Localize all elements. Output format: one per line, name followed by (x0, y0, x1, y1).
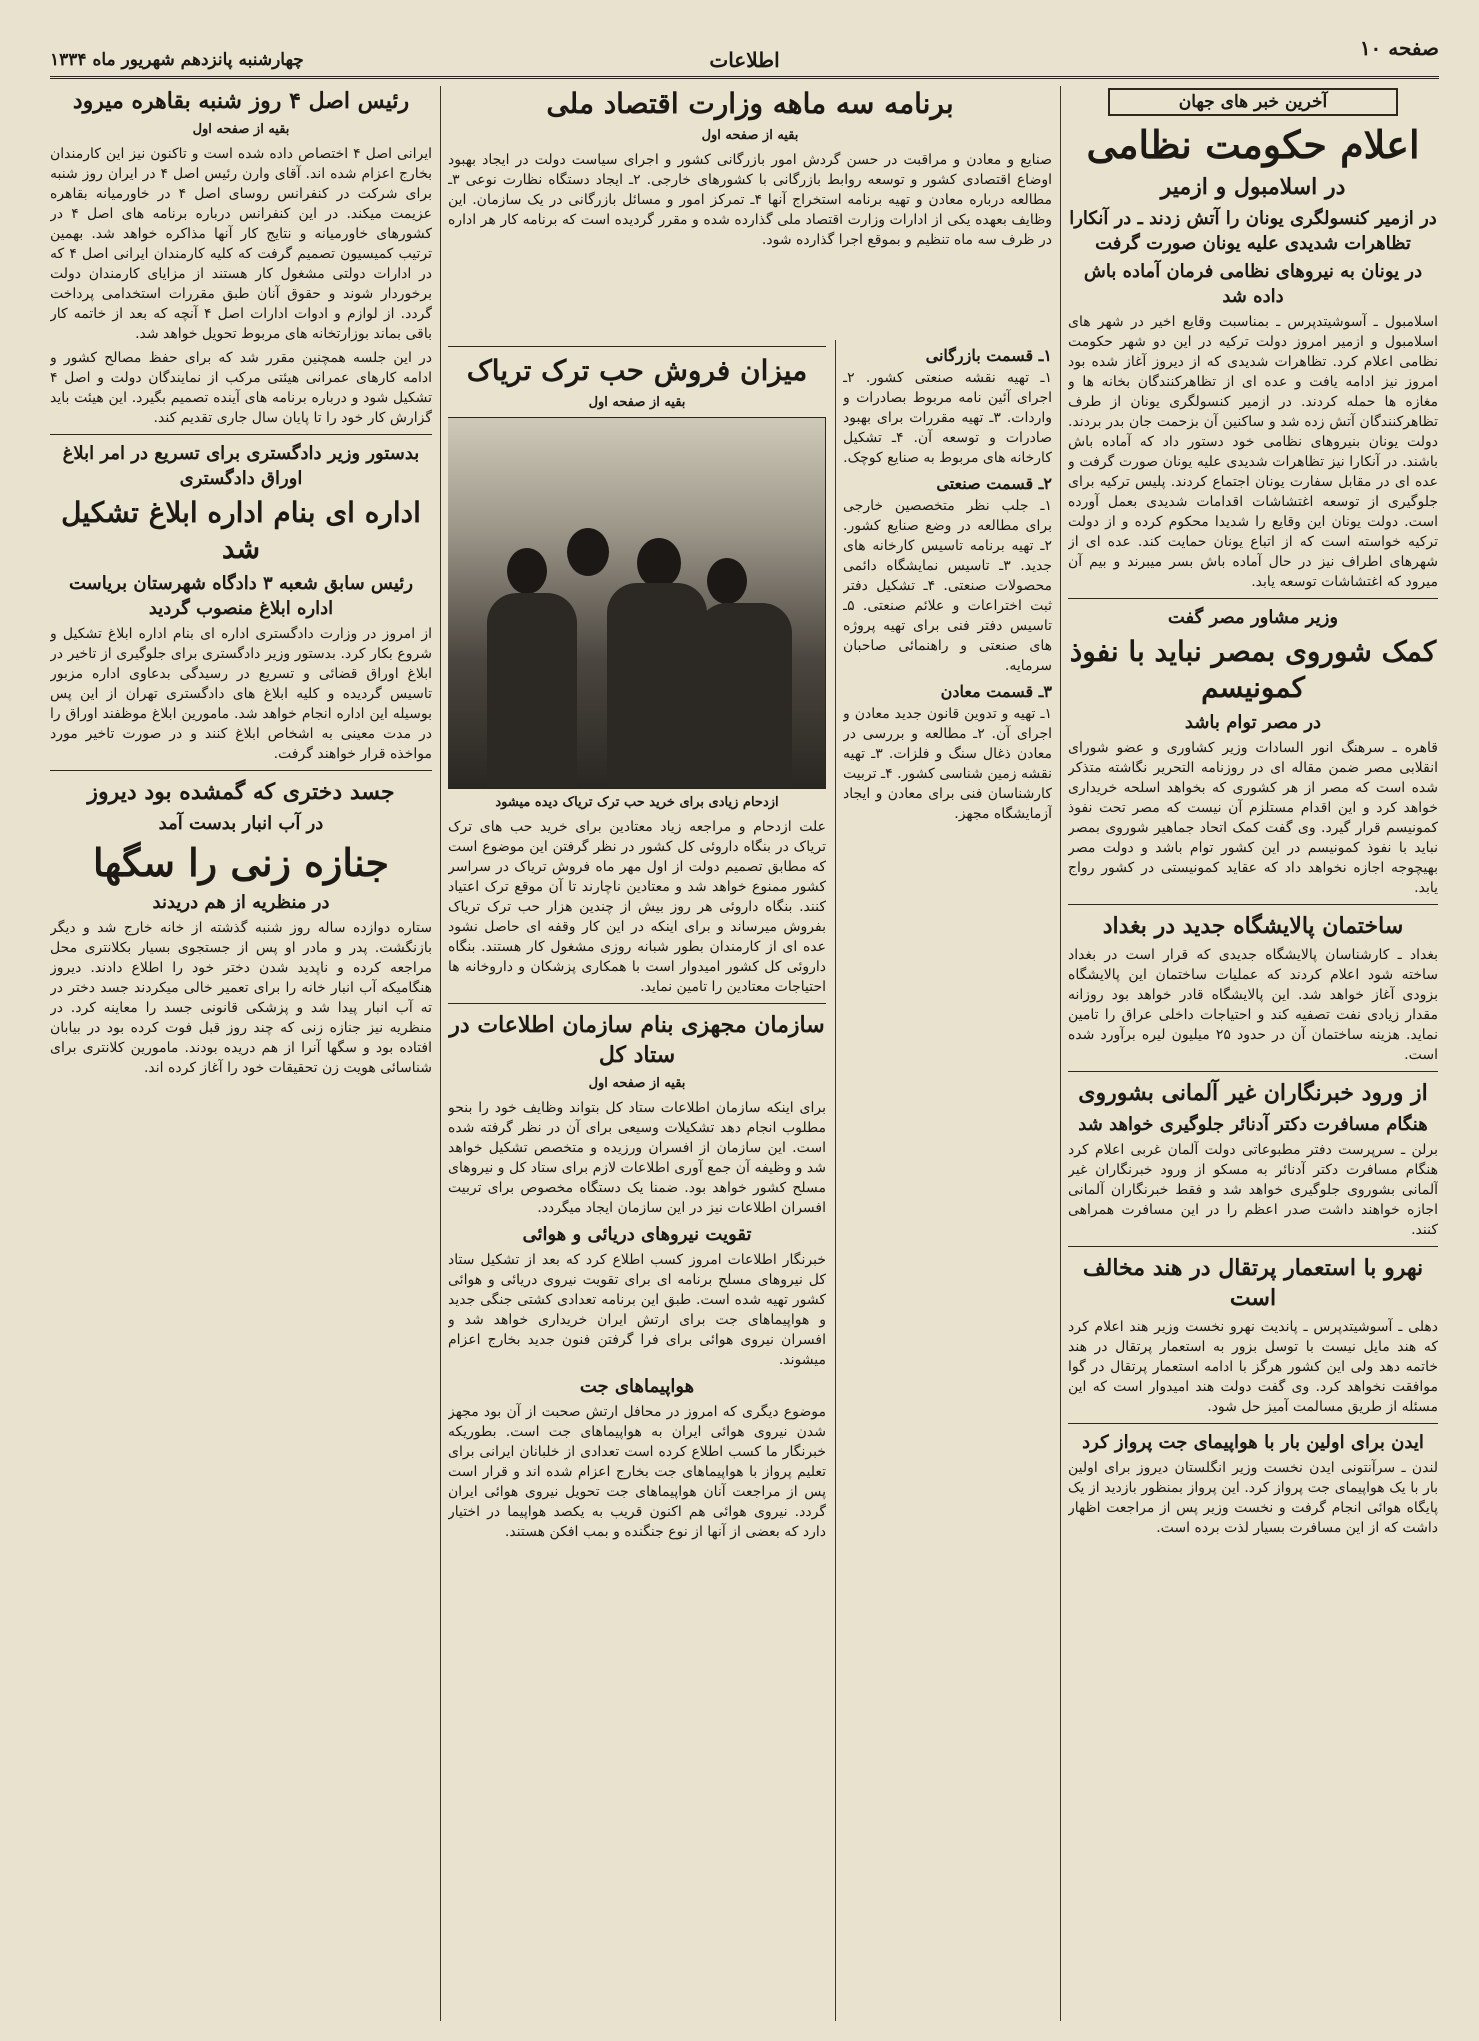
headline-istanbul-izmir: در اسلامبول و ازمیر (1160, 174, 1346, 200)
article-body: برلن ـ سرپرست دفتر مطبوعاتی دولت آلمان غربی اعلام کرد هنگام مسافرت دکتر آدنائر به مسکو از ورود خبرنگاران غیر آلمانی بشوروی جلوگیری خواهد شد و فقط خبرنگاران آلمانی اجازه خواهند داشت صدر اعظم را در این مسافرت همراهی کنند. (1068, 1142, 1438, 1238)
section-heading: ۱ـ قسمت بازرگانی (925, 346, 1052, 365)
headline-manzariyeh: در منظریه از هم دریدند (152, 892, 330, 913)
page-number: صفحه ۱۰ (1359, 36, 1439, 60)
article-body: در این جلسه همچنین مقرر شد که برای حفظ مصالح کشور و ادامه کارهای عمرانی هیئتی مرکب از نمایندگان دولت و اصل ۴ تشکیل شود و درباره برنامه های آینده تصمیم بگیرد. این هیئت باید گزارش کار خود را تا پایان سال جاری تقدیم کند. (50, 350, 432, 426)
headline-justice-minister: بدستور وزیر دادگستری برای تسریع در امر ابلاغ اوراق دادگستری (62, 443, 420, 489)
column-economy-sections (843, 340, 1052, 2025)
divider (1068, 904, 1438, 905)
article-body: دهلی ـ آسوشیتدپرس ـ پاندیت نهرو نخست وزیر هند اعلام کرد که هند مایل نیست با توسل بزور به استعمار پرتقال در هند خاتمه دهد ولی این کشور هرگز با ادامه استعمار پرتقال در گوا موافقت نخواهد کرد. وی گفت دولت هند امیدوار است که این مسئله از طریق مسالمت آمیز حل شود. (1068, 1319, 1438, 1415)
column-rule (835, 340, 836, 2021)
headline-office-head: رئیس سابق شعبه ۳ دادگاه شهرستان بریاست اداره ابلاغ منصوب گردید (68, 573, 414, 619)
headline-dogs: جنازه زنی را سگها (93, 840, 389, 885)
headline-cistern: در آب انبار بدست آمد (158, 813, 324, 834)
headline-martial-law: اعلام حکومت نظامی (1086, 122, 1420, 167)
section-body: ۱ـ تهیه نقشه صنعتی کشور. ۲ـ اجرای آئین نامه مربوط بصادرات و واردات. ۳ـ تهیه مقررات برای بهبود صادرات و توسعه آن. ۴ـ تشکیل کارخانه های مربوط به صنایع کوچک. (843, 370, 1052, 466)
paper-name: اطلاعات (709, 48, 780, 72)
divider (448, 1003, 826, 1004)
divider (1068, 1246, 1438, 1247)
column-rule (1060, 86, 1061, 2021)
headline-soviet-journalists: از ورود خبرنگاران غیر آلمانی بشوروی (1078, 1080, 1428, 1106)
continued-label: بقیه از صفحه اول (588, 1076, 686, 1091)
article-body: ایرانی اصل ۴ اختصاص داده شده است و تاکنون نیز این کارمندان بخارج اعزام شده اند. آقای وارن رئیس اصل ۴ در ایران روز شنبه برای شرکت در کنفرانس روسای اصل ۴ در خاورمیانه بقاهره عزیمت میکند. در این کنفرانس درباره برنامه های اصل ۴ در کشورهای خاورمیانه و نتایج کار آنها مذاکره خواهد شد. بهمین ترتیب کمیسیون تصمیم گرفت که کلیه کارمندان ایرانی اصل ۴ که در ادارات دولتی مشغول کار هستند از مزایای کارمندان دولت برخوردار شوند و حقوق آنان طبق مقررات استخدامی پرداخت گردد. از لوازم و ادوات ادارات اصل ۴ آنچه که بعد از خاتمه کار باقی بماند بوزارتخانه های مربوط تحویل خواهد شد. (50, 146, 432, 342)
deck-greece-alert: در یونان به نیروهای نظامی فرمان آماده باش داده شد (1083, 261, 1423, 307)
article-body: موضوع دیگری که امروز در محافل ارتش صحبت از آن بود مجهز شدن نیروی هوائی ایران به هواپیماهای جت است. بطوریکه خبرنگار ما کسب اطلاع کرده است تعدادی از خلبانان ایرانی برای تعلیم پرواز با هواپیماهای جت بخارج اعزام شده اند و قرار است پس از مراجعت آنان هواپیماهای جت تحویل نیروی هوائی ایران گردد. نیروی هوائی هم اکنون قریب به یکصد هواپیما در اختیار دارد که بعضی از آنها از نوع جنگنده و بمب افکن هستند. (448, 1404, 826, 1540)
article-body: از امروز در وزارت دادگستری اداره ای بنام اداره ابلاغ تشکیل و شروع بکار کرد. بدستور وزیر دادگستری برای جلوگیری از تاخیر در ابلاغ اوراق قضائی و تسریع در رسیدگی بدعاوی اداره مزبور تاسیس گردیده و کلیه ابلاغ های دادگستری تهران از این پس بوسیله این اداره انجام خواهد شد. مامورین ابلاغ موظفند اوراق را در مدت معینی به اشخاص ابلاغ کنند و در صورت تاخیر مورد مواخذه قرار خواهند گرفت. (50, 626, 432, 762)
article-body: برای اینکه سازمان اطلاعات ستاد کل بتواند وظایف خود را بنحو مطلوب انجام دهد تشکیلات وسیعی برای آن در نظر گرفته شده است. این سازمان از افسران ورزیده و متخصص تشکیل خواهد شد و وظیفه آن جمع آوری اطلاعات لازم برای ستاد کل و نیروهای مسلح کشور خواهد بود. ضمنا یک دستگاه مخصوص برای تربیت افسران اطلاعات نیز در این سازمان ایجاد میگردد. (448, 1100, 826, 1216)
masthead (50, 14, 1439, 79)
column-world-news (1068, 82, 1438, 2025)
article-body: اسلامبول ـ آسوشیتدپرس ـ بمناسبت وقایع اخیر در شهر های اسلامبول و ازمیر امروز دولت ترکیه در این دو شهر حکومت نظامی اعلام کرد. تظاهرات شدیدی که از دیروز آغاز شده بود امروز نیز ادامه یافت و عده ای از تظاهرکنندگان بخانه ها و مغازه ها حمله کردند. در ازمیر کنسولگری یونان از طرف تظاهرکنندگان آتش زده شد و ساکنین آن بزحمت جان بدر بردند. دولت یونان بنیروهای نظامی خود دستور داد که آماده باش باشند. در آنکارا نیز تظاهرات شدیدی علیه یونان صورت گرفت و عده ای در مقابل سفارت یونان اجتماع کردند. پلیس ترکیه برای جلوگیری از توسعه اغتشاشات اقدامات شدیدی بعمل آورده است. دولت یونان این وقایع را شدیدا محکوم کرده و از دولت ترکیه خواسته است که از اتباع یونان حمایت کند. عده ای از شهرهای اطراف نیز در حال آماده باش بسر میبرند و بیم آن میرود که اغتشاشات توسعه یابد. (1068, 314, 1438, 590)
divider (50, 434, 432, 435)
section-body: ۱ـ تهیه و تدوین قانون جدید معادن و اجرای آن. ۲ـ مطالعه و بررسی در معادن ذغال سنگ و فلزات. ۳ـ تهیه نقشه زمین شناسی کشور. ۴ـ تربیت کارشناسان فنی برای معادن و ایجاد آزمایشگاه مجهز. (843, 706, 1052, 822)
continued-label: بقیه از صفحه اول (588, 395, 686, 410)
divider (1068, 1423, 1438, 1424)
column-center (448, 340, 826, 2025)
headline-economy-ministry: برنامه سه ماهه وزارت اقتصاد ملی (546, 87, 954, 120)
section-heading: ۲ـ قسمت صنعتی (936, 474, 1052, 493)
headline-navy-air: تقویت نیروهای دریائی و هوائی (522, 1224, 752, 1245)
divider (50, 770, 432, 771)
section-heading: ۳ـ قسمت معادن (940, 682, 1052, 701)
headline-egypt-minister: وزیر مشاور مصر گفت (1167, 607, 1339, 628)
divider (1068, 598, 1438, 599)
headline-point-four: رئیس اصل ۴ روز شنبه بقاهره میرود (72, 88, 410, 114)
headline-girl-found: جسد دختری که گمشده بود دیروز (87, 779, 395, 805)
crowd-photo (448, 417, 826, 789)
deck-consulate: در ازمیر کنسولگری یونان را آتش زدند ـ در آنکارا تظاهرات شدیدی علیه یونان صورت گرفت (1069, 208, 1437, 254)
article-body: علت ازدحام و مراجعه زیاد معتادین برای خرید حب های ترک تریاک در بنگاه داروئی کل کشور در نظر گرفتن این موضوع است که مطابق تصمیم دولت از اول مهر ماه فروش تریاک در سراسر کشور ممنوع خواهد شد و معتادین ناچارند تا آن موقع ترک اعتیاد کنند. بنگاه داروئی هر روز بیش از چندین هزار حب ترک تریاک بفروش میرساند و برای اینکه در این کار وقفه ای حاصل نشود عده ای از کارمندان بطور شبانه روزی مشغول کار هستند. بنگاه داروئی کل کشور امیدوار است با همکاری پزشکان و داروخانه ها احتیاجات معتادین را تامین نماید. (448, 819, 826, 995)
headline-opium-pills: میزان فروش حب ترک تریاک (466, 354, 808, 387)
headline-adenauer: هنگام مسافرت دکتر آدنائر جلوگیری خواهد شد (1078, 1114, 1428, 1135)
photo-caption: ازدحام زیادی برای خرید حب ترک تریاک دیده میشود (495, 795, 779, 810)
article-body: لندن ـ سرآنتونی ایدن نخست وزیر انگلستان دیروز برای اولین بار با یک هواپیمای جت پرواز کرد. این پرواز بمنظور بازدید از یک پایگاه هوائی انجام گرفت و نخست وزیر پس از مراجعت اظهار داشت که از این مسافرت بسیار لذت برده است. (1068, 1460, 1438, 1536)
column-economy (448, 82, 1052, 332)
article-body: خبرنگار اطلاعات امروز کسب اطلاع کرد که بعد از تشکیل ستاد کل نیروهای مسلح برنامه ای برای تقویت نیروی دریائی و هوائی کشور تهیه شده است. طبق این برنامه تعدادی کشتی جنگی جدید و هواپیماهای جت برای ارتش ایران خریداری خواهد شد و افسران نیروی هوائی برای فرا گرفتن فنون جدید بخارج اعزام میشوند. (448, 1252, 826, 1368)
article-body: صنایع و معادن و مراقبت در حسن گردش امور بازرگانی کشور و اجرای سیاست دولت در ایجاد بهبود اوضاع اقتصادی کشور و توسعه روابط بازرگانی با کشورهای خارجی. ۲ـ ایجاد دستگاه نظارت نوعی ۳ـ مطالعه درباره معادن و تهیه برنامه استخراج آنها ۴ـ تمرکز امور و مسائل بازرگانی در یک سازمان. این وظایف بعهده یکی از ادارات وزارت اقتصاد ملی گذارده شده و مقرر گردیده است که برنامه کار هر اداره در ظرف سه ماه تنظیم و بموقع اجرا گذارده شود. (448, 152, 1052, 248)
divider (1068, 1071, 1438, 1072)
headline-jets: هواپیماهای جت (579, 1376, 695, 1397)
headline-in-egypt: در مصر توام باشد (1184, 712, 1322, 733)
continued-label: بقیه از صفحه اول (701, 128, 799, 143)
column-left (50, 82, 432, 2025)
headline-baghdad-refinery: ساختمان پالایشگاه جدید در بغداد (1102, 913, 1404, 939)
issue-date: چهارشنبه پانزدهم شهریور ماه ۱۳۳۴ (50, 50, 304, 70)
article-body: بغداد ـ کارشناسان پالایشگاه جدیدی که قرار است در بغداد ساخته شود اعلام کردند که عملیات ساختمان این پالایشگاه بزودی آغاز خواهد شد. این پالایشگاه قادر خواهد بود روزانه مقدار زیادی نفت تصفیه کند و احتیاجات داخلی عراق را تامین نماید. هزینه ساختمان آن در حدود ۲۵ میلیون لیره برآورد شده است. (1068, 947, 1438, 1063)
headline-notification-office: اداره ای بنام اداره ابلاغ تشکیل شد (61, 496, 421, 565)
divider (448, 346, 826, 347)
headline-eden-jet: ایدن برای اولین بار با هواپیمای جت پرواز کرد (1082, 1432, 1424, 1453)
article-body: ستاره دوازده ساله روز شنبه گذشته از خانه خارج شد و دیگر بازنگشت. پدر و مادر او پس از جستجوی بسیار بکلانتری محل مراجعه کرده و ناپدید شدن دختر خود را اطلاع دادند. دیروز هنگامیکه آب انبار خانه را برای تعمیر خالی میکردند جسد دختر در ته آب انبار پیدا شد و پزشکی قانونی جسد را معاینه کرد. در منظریه نیز جنازه زنی که چند روز قبل فوت کرده بود در بیابان افتاده بود و سگها آنرا از هم دریده بودند. مامورین کلانتری برای شناسائی هویت زن تحقیقات خود را آغاز کرده اند. (50, 920, 432, 1076)
headline-nehru: نهرو با استعمار پرتقال در هند مخالف است (1082, 1255, 1424, 1311)
continued-label: بقیه از صفحه اول (192, 122, 290, 137)
headline-intelligence: سازمان مجهزی بنام سازمان اطلاعات در ستاد کل (449, 1012, 825, 1068)
article-body: قاهره ـ سرهنگ انور السادات وزیر کشاوری و عضو شورای انقلابی مصر ضمن مقاله ای در روزنامه التحریر نگاشته متذکر شده است که مصر از هر کشوری که بخواهد اسلحه خریداری خواهد کرد و این اقدام مستلزم آن نیست که مصر تحت نفوذ کمونیسم قرار گیرد. وی گفت کمک اتحاد جماهیر شوروی بمصر نباید با نفوذ کمونیسم در این کشور توام باشد و دولت مصر بهیچوجه اجازه نخواهد داد که عقاید کمونیستی در کشور رواج یابد. (1068, 740, 1438, 896)
headline-soviet-aid: کمک شوروی بمصر نباید با نفوذ کمونیسم (1069, 635, 1437, 704)
section-box-label: آخرین خبر های جهان (1108, 88, 1398, 116)
section-body: ۱ـ جلب نظر متخصصین خارجی برای مطالعه در وضع صنایع کشور. ۲ـ تهیه برنامه تاسیس کارخانه های جدید. ۳ـ تاسیس نمایشگاه دائمی محصولات صنعتی. ۴ـ تشکیل دفتر ثبت اختراعات و علائم صنعتی. ۵ـ تاسیس دفتر فنی برای تهیه پروژه های صنعتی و راهنمائی صاحبان سرمایه. (843, 498, 1052, 674)
column-rule (440, 86, 441, 2021)
